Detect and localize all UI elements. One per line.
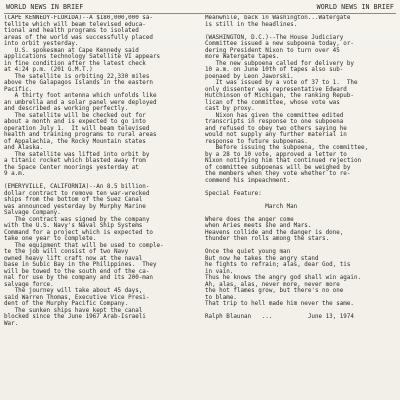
text-line: The satellite will be checked out for xyxy=(4,112,146,119)
text-line: thunder then rolls among the stars. xyxy=(205,236,330,242)
text-line: That trip to hell made him never the same. xyxy=(205,301,354,307)
text-line: March Man xyxy=(205,203,298,210)
text-line: of Appalachia, the Rocky Mountain states xyxy=(4,138,146,145)
text-line: A thirty foot antenna which unfolds like xyxy=(4,93,157,99)
text-line: was announced yesterday by Murphy Marine xyxy=(4,203,146,210)
text-line: health and training programs to rural areas xyxy=(4,132,157,138)
text-line: of committee subpoenas will be weighed by xyxy=(205,164,351,171)
text-line: when Aries meets she and Mars. xyxy=(205,223,312,229)
text-line: with the U.S. Navy's Naval Ship Systems xyxy=(4,223,143,229)
text-line: owned heavy lift craft now at the naval xyxy=(4,255,143,262)
text-line: 10 a.m. on June 10th of tapes also sub- xyxy=(205,67,344,73)
text-line: an umbrella and a solar panel were deployed xyxy=(4,99,157,106)
text-line: only dissenter was representative Edward xyxy=(205,86,347,93)
text-line: poenaed by Leon Jaworski. xyxy=(205,73,294,80)
text-line: tellite which will beam televised educa- xyxy=(4,21,146,28)
text-line: dent of the Murphy Pacific Company. xyxy=(4,301,129,307)
text-line: ships from the bottom of the Suez Canal xyxy=(4,197,143,203)
text-line: dering President Nixon to turn over 45 xyxy=(205,47,340,54)
text-line: operation July 1. It will beam televised xyxy=(4,125,150,132)
text-line: The equipment that will be used to comple- xyxy=(4,242,164,249)
text-line: at 4:24 p.m. (201 G.M.T.) xyxy=(4,67,93,73)
text-line: Heavens collide and the danger is done, xyxy=(205,229,344,236)
text-line: take one year to complete. xyxy=(4,236,97,242)
text-line: to blame. xyxy=(205,294,237,301)
text-line: the hot flames grow, but there's no one xyxy=(205,288,344,294)
text-line: in fine condition after the latest check xyxy=(4,60,146,67)
text-line: War. xyxy=(4,320,19,327)
text-line: The satellite is orbiting 22,330 miles xyxy=(4,73,150,80)
text-line: and refused to obey two others saying he xyxy=(205,125,347,132)
text-line: about a month and is expected to go into xyxy=(4,119,146,125)
header-title-left: WORLD NEWS IN BRIEF xyxy=(6,3,84,11)
text-line: Special Feature: xyxy=(205,190,262,197)
text-line: But now he takes the angry stand xyxy=(205,255,319,262)
text-line: applications technology Satellite VI appears xyxy=(4,54,161,60)
text-line: and Alaska. xyxy=(4,145,44,151)
text-line: the Space Center moorings yesterday at xyxy=(4,164,139,171)
text-line: base in Subic Bay in the Philippines. They xyxy=(4,262,157,268)
text-line: by a 28 to 10 vote, approved a letter to xyxy=(205,151,347,158)
text-line: salvage force. xyxy=(4,281,54,288)
text-line: he fights to refrain; alas, dear God, tis xyxy=(205,262,351,268)
header-title-right: WORLD NEWS IN BRIEF xyxy=(316,3,394,11)
text-line: Nixon notifying him that continued rejection xyxy=(205,158,362,164)
text-line: said Warren Thomas, Executive Vice Presi- xyxy=(4,294,150,301)
text-line: areas of the world was successfully placed xyxy=(4,34,153,41)
right-column xyxy=(205,15,397,400)
text-line: The satellite was lifted into orbit by xyxy=(4,151,150,158)
text-line: Thus he knows the angry god shall win again. xyxy=(205,275,362,281)
text-line: The sunken ships have kept the canal xyxy=(4,307,143,314)
text-line: Pacific. xyxy=(4,86,33,93)
text-line: Nixon has given the committee edited xyxy=(205,112,344,119)
text-line: (CAPE KENNEDY-FLORIDA)--A $180,000,000 sa- xyxy=(4,15,153,21)
text-line: is still in the headlines. xyxy=(205,21,298,28)
text-line: Before issuing the subpoena, the committee, xyxy=(205,145,369,151)
text-line: blocked since the June 1967 Arab-Israeli xyxy=(4,314,146,320)
text-line: will be towed to the south end of the ca- xyxy=(4,268,150,275)
page-header xyxy=(0,0,400,12)
text-line: (WASHINGTON, D.C.)--The House Judiciary xyxy=(205,34,344,41)
text-line: U.S. spokesman at Cape Kennedy said xyxy=(4,47,139,54)
text-line: dollar contract to remove ten war-wrecked xyxy=(4,190,150,197)
text-line: Meanwhile, back in Washington...Watergate xyxy=(205,15,351,21)
text-line: Salvage Company. xyxy=(4,210,61,216)
text-line: commend his impeachment. xyxy=(205,177,291,184)
text-line: It was issued by a vote of 37 to 1. The xyxy=(205,80,358,86)
text-line: Ralph Blaunan ... June 13, 1974 xyxy=(205,314,354,320)
text-line: Where does the anger come xyxy=(205,216,294,223)
text-line: into orbit yesterday. xyxy=(4,41,79,47)
text-line: in vain. xyxy=(205,268,234,275)
text-line: transcripts in response to one subpoena xyxy=(205,119,344,125)
text-line: cast by proxy. xyxy=(205,106,255,112)
text-line: tional and health programs to isolated xyxy=(4,28,139,34)
text-line: Hutchinson of Michigan, the ranking Repub- xyxy=(205,93,354,99)
left-column xyxy=(4,15,196,400)
text-line: Command for a project which is expected to xyxy=(4,229,153,236)
text-line: a titanic rocket which blasted away from xyxy=(4,158,146,164)
text-line: and described as working perfectly. xyxy=(4,106,129,112)
text-line: response to future subpoenas. xyxy=(205,138,308,145)
text-line: (EMERYVILLE, CALIFORNIA)--An 8.5 billion- xyxy=(4,184,150,190)
text-line: above the Galapagos Islands in the eastern xyxy=(4,80,153,86)
text-line: Ah, alas, alas, never more, never more xyxy=(205,281,340,288)
text-line: nal for use by the company and its 200-man xyxy=(4,275,153,281)
text-line: would not supply any further material in xyxy=(205,132,347,138)
text-line: The contract was signed by the company xyxy=(4,216,150,223)
text-line: Committee issued a new subpoena today, or- xyxy=(205,41,354,47)
header-rule xyxy=(4,13,396,14)
text-line: te the job will consist of two Navy xyxy=(4,249,129,255)
text-line: Once the quiet young man xyxy=(205,249,291,255)
text-line: The new subpoena called for delivery by xyxy=(205,60,354,67)
text-line: 9 a.m. xyxy=(4,171,26,177)
text-line: The journey will take about 45 days, xyxy=(4,288,143,294)
text-line: lican of the committee, whose vote was xyxy=(205,99,340,106)
text-line: more Watergate tapes. xyxy=(205,54,280,60)
text-line: the members when they vote whether to re- xyxy=(205,171,351,177)
